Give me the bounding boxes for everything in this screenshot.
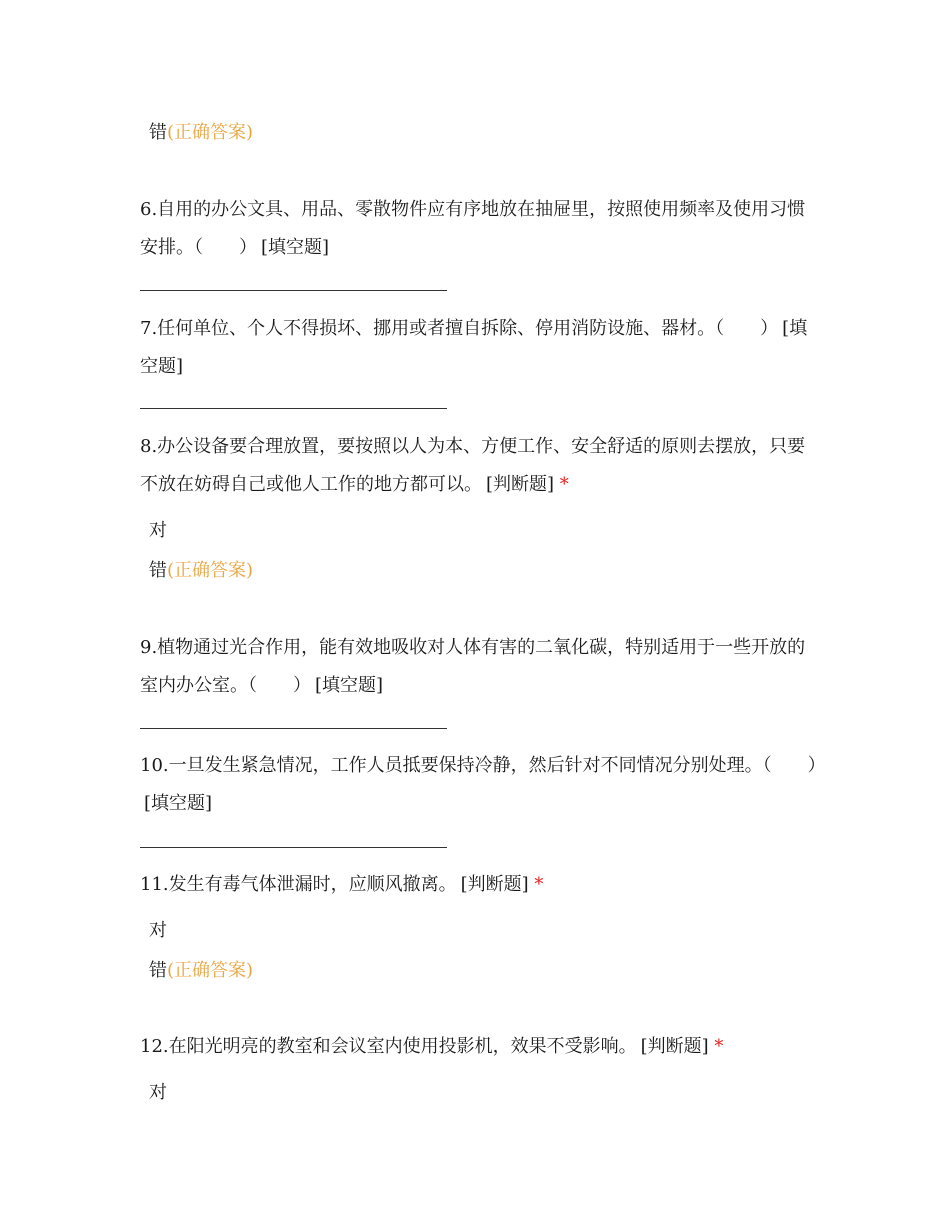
q6-answer-line[interactable] [140, 290, 447, 291]
question-type-tag: [填空题] [140, 318, 808, 377]
q8-option-false[interactable]: 错(正确答案) [149, 560, 254, 581]
q11-option-true[interactable]: 对 [149, 920, 167, 941]
correct-answer-label: (正确答案) [167, 960, 254, 981]
q12-option-true[interactable]: 对 [149, 1082, 167, 1103]
q10-answer-line[interactable] [140, 847, 447, 848]
question-type-tag: [填空题] [144, 793, 213, 814]
question-9: 9.植物通过光合作用，能有效地吸收对人体有害的二氧化碳，特别适用于一些开放的室内办公室。（ ） [填空题] [140, 637, 806, 696]
required-mark: * [559, 474, 569, 495]
question-type-tag: [判断题] [640, 1036, 709, 1057]
question-7: 7.任何单位、个人不得损坏、挪用或者擅自拆除、停用消防设施、器材。（ ） [填空题] [140, 318, 808, 377]
question-type-tag: [填空题] [261, 237, 330, 258]
q5-option-false[interactable]: 错(正确答案) [149, 122, 254, 143]
question-12: 12.在阳光明亮的教室和会议室内使用投影机，效果不受影响。 [判断题] * [140, 1036, 724, 1057]
question-type-tag: [判断题] [486, 474, 555, 495]
correct-answer-label: (正确答案) [167, 560, 254, 581]
required-mark: * [534, 874, 544, 895]
question-8: 8.办公设备要合理放置，要按照以人为本、方便工作、安全舒适的原则去摆放，只要不放在妨碍自己或他人工作的地方都可以。 [判断题] * [140, 436, 806, 495]
correct-answer-label: (正确答案) [167, 122, 254, 143]
required-mark: * [714, 1036, 724, 1057]
question-11: 11.发生有毒气体泄漏时，应顺风撤离。 [判断题] * [140, 874, 544, 895]
question-10: 10.一旦发生紧急情况，工作人员抵要保持冷静，然后针对不同情况分别处理。（ ）[填空题] [140, 755, 826, 814]
question-6: 6.自用的办公文具、用品、零散物件应有序地放在抽屉里，按照使用频率及使用习惯安排。（ ） [填空题] [140, 199, 806, 258]
q9-answer-line[interactable] [140, 728, 447, 729]
q11-option-false[interactable]: 错(正确答案) [149, 960, 254, 981]
question-type-tag: [填空题] [315, 675, 384, 696]
q7-answer-line[interactable] [140, 408, 447, 409]
q8-option-true[interactable]: 对 [149, 520, 167, 541]
question-type-tag: [判断题] [460, 874, 529, 895]
